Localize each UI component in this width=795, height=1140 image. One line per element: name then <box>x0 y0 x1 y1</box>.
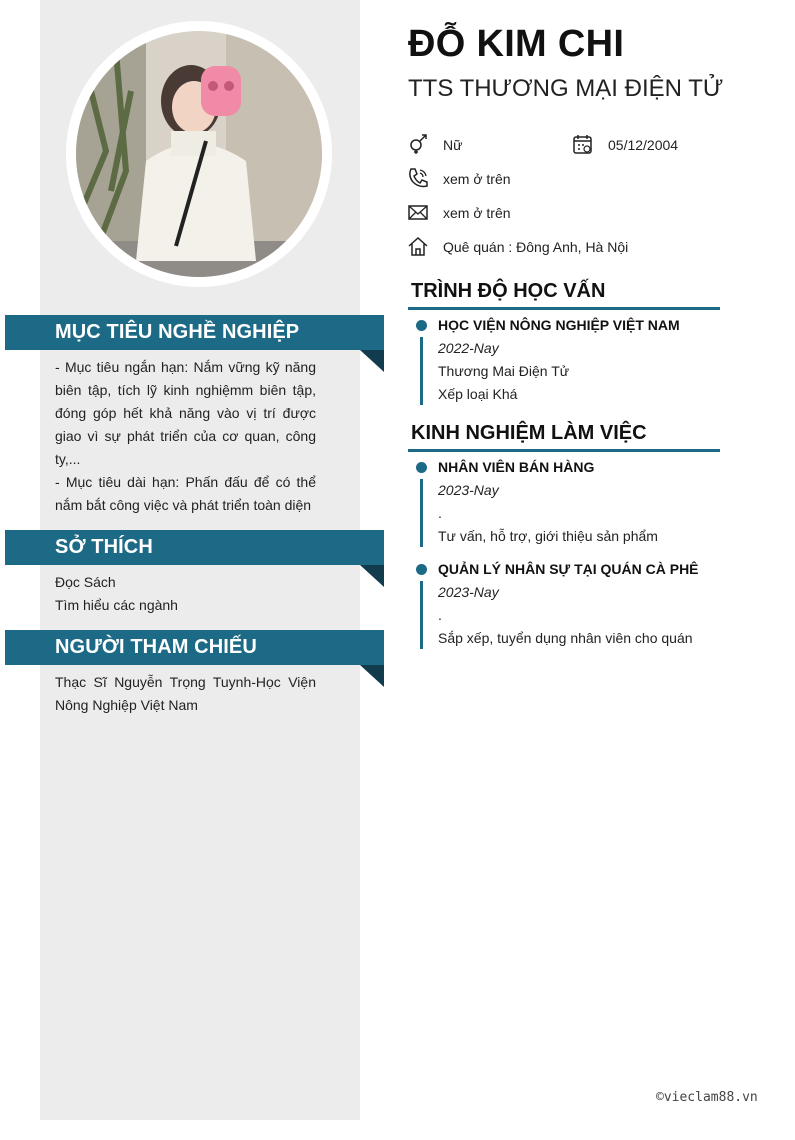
experience-position: QUẢN LÝ NHÂN SỰ TẠI QUÁN CÀ PHÊ <box>438 561 699 577</box>
phone-icon <box>407 167 429 189</box>
hobbies-title: SỞ THÍCH <box>55 536 153 558</box>
career-goal-long-term: - Mục tiêu dài hạn: Phấn đấu để có thể nắm bắt công việc và phát triển toàn diện <box>55 474 316 513</box>
email-value: xem ở trên <box>443 205 511 221</box>
experience-period: 2023-Nay <box>438 584 499 600</box>
education-major: Thương Mai Điện Tử <box>438 363 570 379</box>
education-school: HỌC VIỆN NÔNG NGHIỆP VIỆT NAM <box>438 317 680 333</box>
home-icon <box>407 235 429 257</box>
experience-period: 2023-Nay <box>438 482 499 498</box>
experience-title: KINH NGHIỆM LÀM VIỆC <box>411 422 647 444</box>
career-goal-title: MỤC TIÊU NGHỀ NGHIỆP <box>55 321 300 343</box>
experience-bullet <box>416 462 427 473</box>
experience-position: NHÂN VIÊN BÁN HÀNG <box>438 459 595 475</box>
career-goal-short-term: - Mục tiêu ngắn hạn: Nắm vững kỹ năng biên tập, tích lỹ kinh nghiệmm biên tập, đóng góp hết khả năng vào vị trí được giao vì sự phát triển của cơ quan, công ty,... <box>55 359 316 467</box>
career-goal-header <box>5 315 384 350</box>
gender-value: Nữ <box>443 137 463 153</box>
calendar-icon <box>572 133 594 155</box>
education-rule <box>408 307 720 310</box>
references-title: NGƯỜI THAM CHIẾU <box>55 636 257 658</box>
experience-rule <box>408 449 720 452</box>
education-bullet <box>416 320 427 331</box>
hobby-item: Tìm hiểu các ngành <box>55 597 178 613</box>
hobbies-fold <box>360 565 384 587</box>
hobby-item: Đọc Sách <box>55 574 116 590</box>
references-header <box>5 630 384 665</box>
education-timeline <box>420 337 423 405</box>
phone-value: xem ở trên <box>443 171 511 187</box>
hobbies-header <box>5 530 384 565</box>
experience-company: . <box>438 607 442 623</box>
email-icon <box>407 201 429 223</box>
references-fold <box>360 665 384 687</box>
references-text: Thạc Sĩ Nguyễn Trọng Tuynh-Học Viện Nông Nghiệp Việt Nam <box>55 674 316 713</box>
career-goal-fold <box>360 350 384 372</box>
education-period: 2022-Nay <box>438 340 499 356</box>
candidate-name: ĐỖ KIM CHI <box>408 23 625 65</box>
avatar <box>76 31 322 277</box>
birthday-value: 05/12/2004 <box>608 137 679 153</box>
experience-description: Sắp xếp, tuyển dụng nhân viên cho quán <box>438 630 693 646</box>
job-title: TTS THƯƠNG MẠI ĐIỆN TỬ <box>408 75 724 102</box>
gender-icon <box>407 133 429 155</box>
education-grade: Xếp loại Khá <box>438 386 518 402</box>
experience-company: . <box>438 505 442 521</box>
experience-description: Tư vấn, hỗ trợ, giới thiệu sản phẩm <box>438 528 658 544</box>
education-title: TRÌNH ĐỘ HỌC VẤN <box>411 280 606 302</box>
experience-bullet <box>416 564 427 575</box>
hometown-value: Quê quán : Đông Anh, Hà Nội <box>443 239 629 255</box>
experience-timeline <box>420 479 423 547</box>
experience-timeline <box>420 581 423 649</box>
watermark: ©vieclam88.vn <box>656 1090 758 1105</box>
avatar-photo <box>76 31 322 277</box>
